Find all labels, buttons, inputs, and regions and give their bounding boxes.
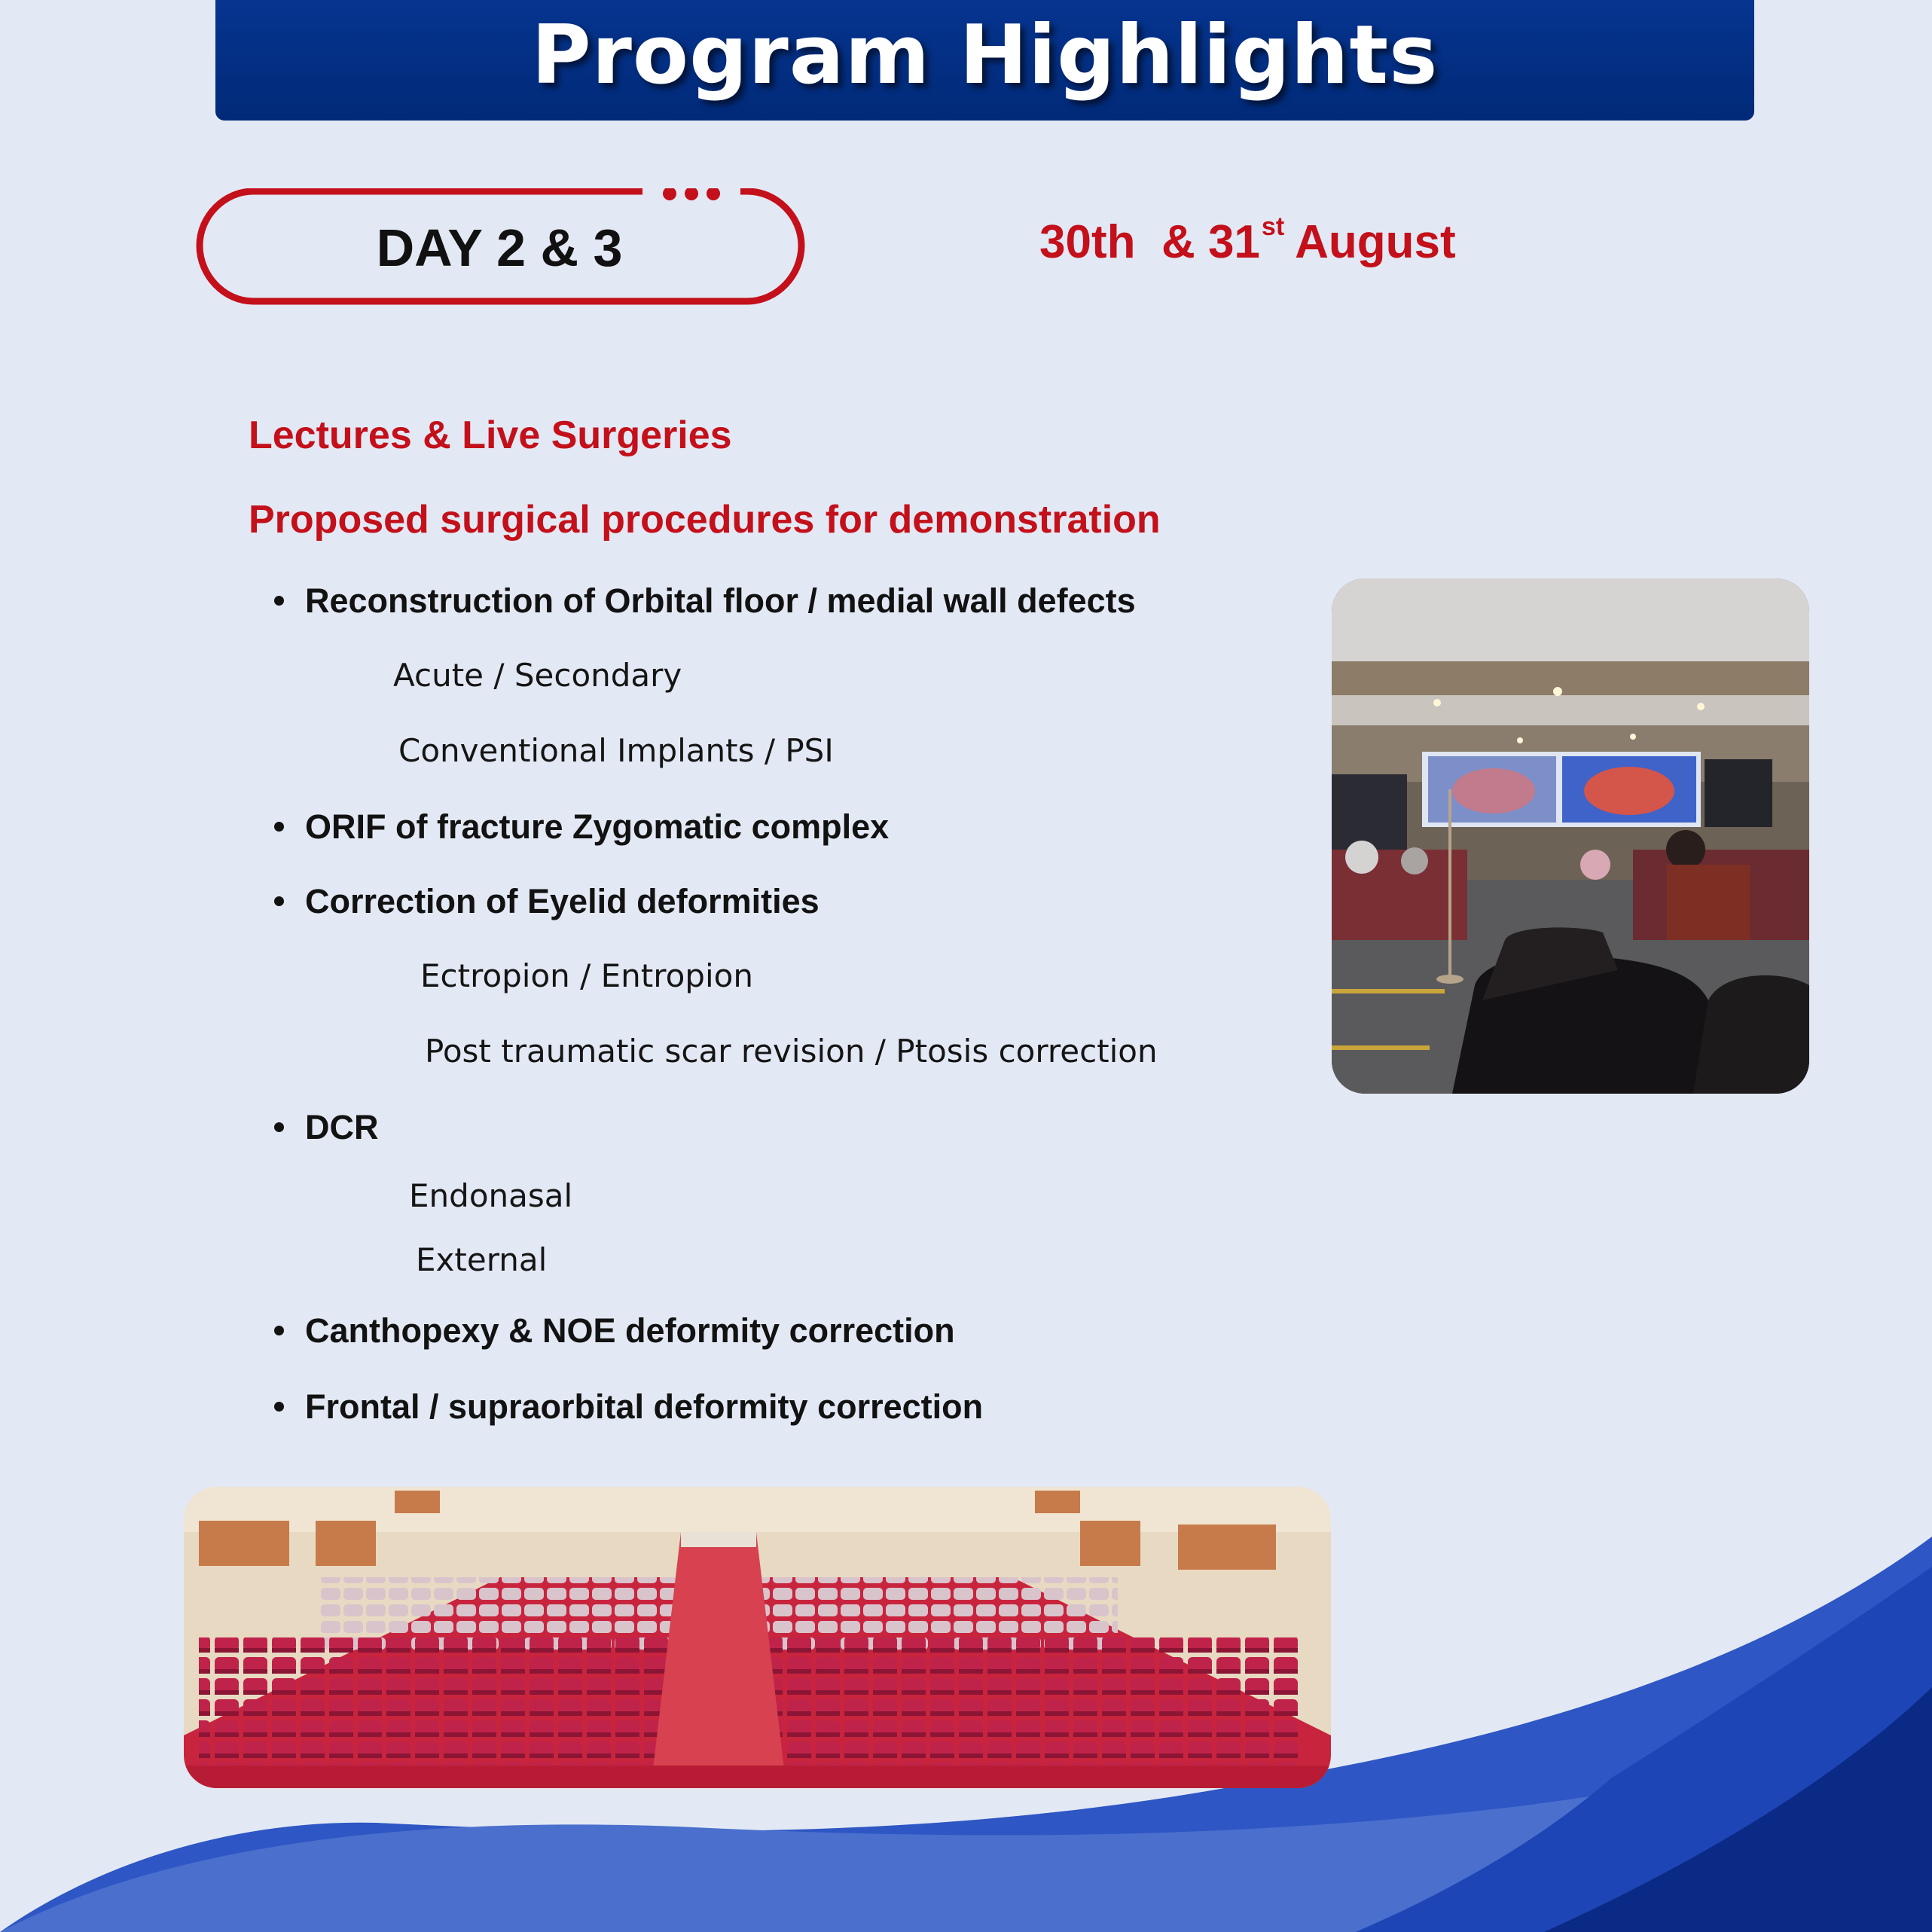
bullet-icon	[274, 596, 284, 606]
date-suffix: st	[1261, 212, 1285, 241]
header-banner	[215, 0, 1754, 121]
procedure-item: Canthopexy & NOE deformity correction	[274, 1311, 955, 1351]
procedure-subitem: External	[416, 1241, 548, 1278]
procedure-subitem: Ectropion / Entropion	[420, 957, 753, 994]
day-badge-label: DAY 2 & 3	[376, 218, 623, 277]
bullet-icon	[274, 1402, 284, 1412]
date-second: & 31	[1161, 216, 1260, 268]
heading-proposed: Proposed surgical procedures for demonstration	[249, 498, 1161, 542]
bullet-icon	[274, 822, 284, 832]
day-badge	[194, 188, 806, 307]
page-title: Program Highlights	[531, 8, 1439, 102]
bullet-icon	[274, 1326, 284, 1335]
procedure-subitem: Endonasal	[409, 1177, 573, 1214]
procedure-subitem: Post traumatic scar revision / Ptosis correction	[425, 1033, 1158, 1070]
procedure-subitem: Conventional Implants / PSI	[398, 732, 834, 769]
auditorium-photo	[184, 1487, 1331, 1788]
procedure-item: Correction of Eyelid deformities	[274, 882, 819, 921]
heading-lectures: Lectures & Live Surgeries	[249, 414, 732, 457]
procedure-subitem: Acute / Secondary	[393, 657, 682, 694]
procedure-item: Frontal / supraorbital deformity correction	[274, 1387, 983, 1427]
event-dates	[1039, 212, 1456, 269]
procedure-item: DCR	[274, 1108, 379, 1147]
bullet-icon	[274, 896, 284, 906]
procedure-item: Reconstruction of Orbital floor / medial wall defects	[274, 581, 1136, 621]
procedure-item: ORIF of fracture Zygomatic complex	[274, 807, 889, 847]
bullet-icon	[274, 1122, 284, 1132]
date-first: 30th	[1039, 216, 1136, 268]
lecture-hall-photo	[1332, 578, 1809, 1094]
date-month: August	[1295, 216, 1456, 268]
